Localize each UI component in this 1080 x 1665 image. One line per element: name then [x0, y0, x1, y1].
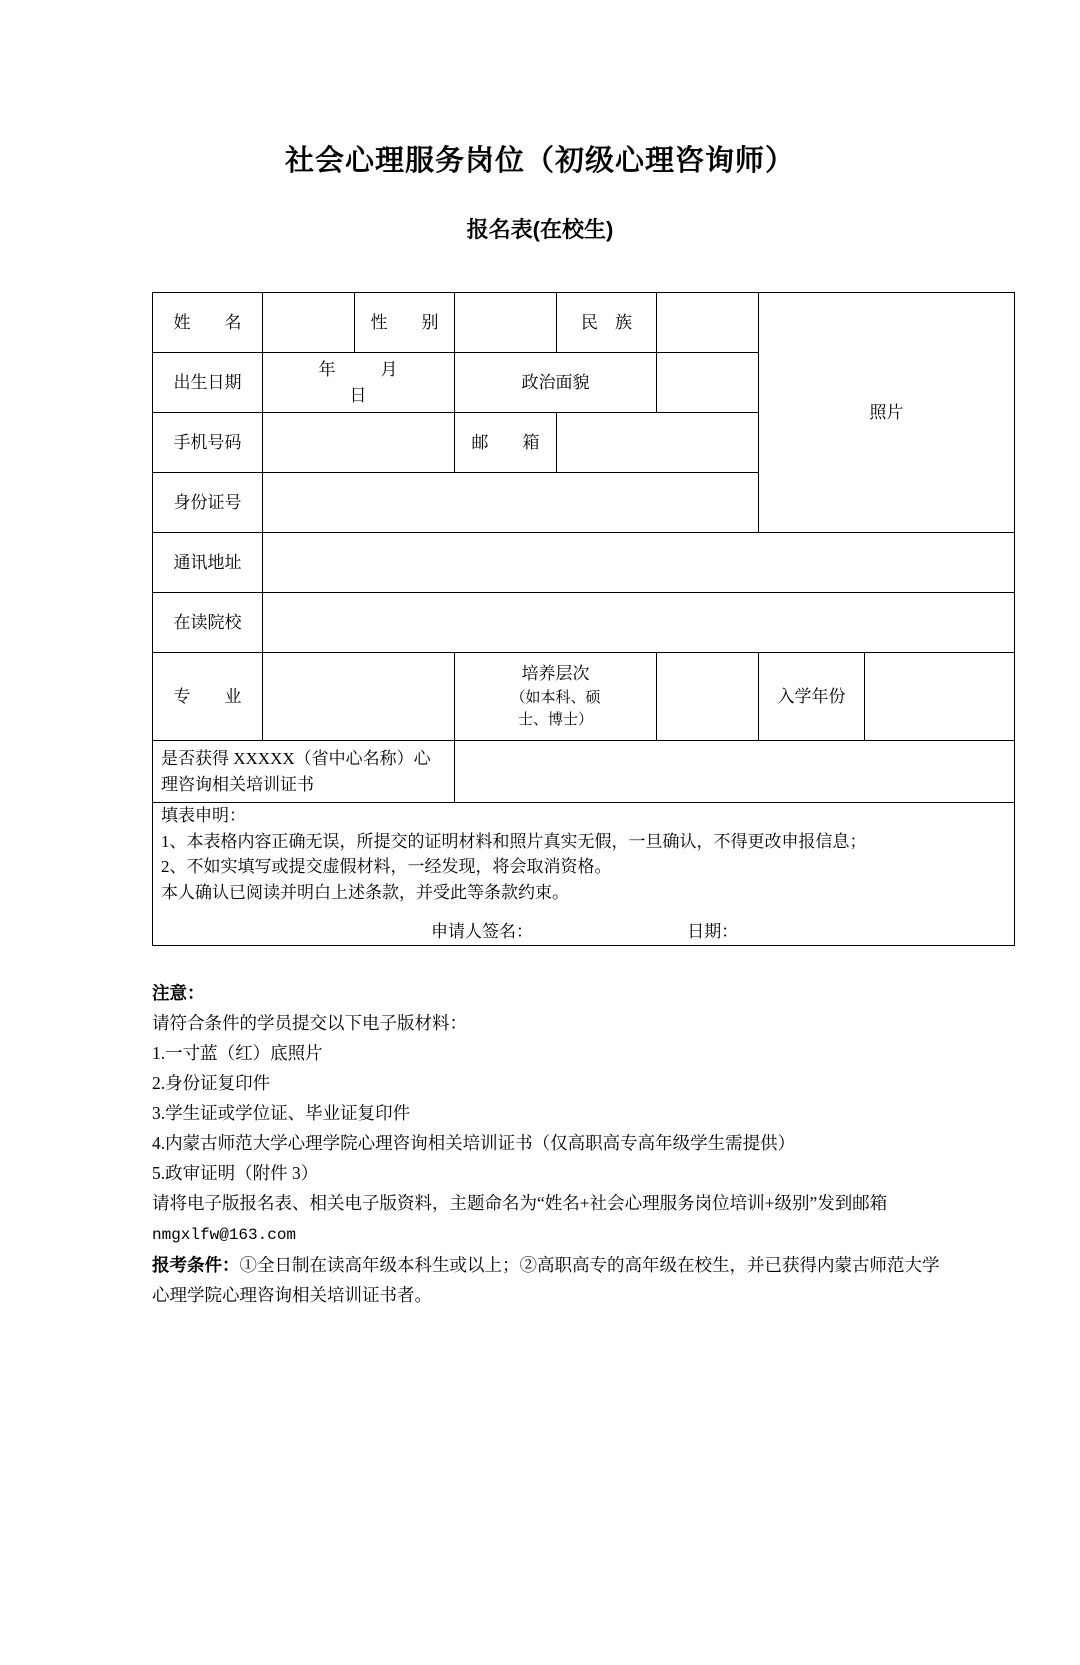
- label-school: 在读院校: [153, 593, 263, 653]
- table-row-declaration: [153, 803, 1015, 946]
- notes-item-5: 5.政审证明（附件 3）: [152, 1163, 319, 1184]
- notes-requirement-line: [152, 1250, 942, 1310]
- declaration-heading: 填表申明：: [161, 806, 246, 825]
- label-certificate-question: 是否获得 XXXXX（省中心名称）心理咨询相关培训证书: [153, 741, 455, 803]
- declaration-item-1: 1、本表格内容正确无误，所提交的证明材料和照片真实无假，一旦确认，不得更改申报信息；: [161, 831, 867, 851]
- page-title: 社会心理服务岗位（初级心理咨询师）: [284, 145, 795, 177]
- degree-level-line-2: （如本科、硕: [510, 689, 601, 706]
- label-email: 邮 箱: [455, 413, 557, 473]
- page-subtitle: 报名表(在校生): [466, 217, 614, 242]
- table-row: [153, 653, 1015, 741]
- field-gender[interactable]: [455, 293, 557, 353]
- declaration-item-2: 2、不如实填写或提交虚假材料，一经发现，将会取消资格。: [161, 857, 612, 876]
- notes-item-3: 3.学生证或学位证、毕业证复印件: [152, 1102, 411, 1123]
- label-address: 通讯地址: [153, 533, 263, 593]
- field-phone[interactable]: [263, 413, 455, 473]
- field-major[interactable]: [263, 653, 455, 741]
- notes-section: [152, 978, 942, 1310]
- table-row: [153, 593, 1015, 653]
- signature-date-label[interactable]: 日期：: [687, 922, 739, 941]
- label-id-number: 身份证号: [153, 473, 263, 533]
- registration-form-table: [152, 292, 1015, 946]
- label-political-status: 政治面貌: [455, 353, 657, 413]
- notes-item-2: 2.身份证复印件: [152, 1072, 271, 1093]
- field-birth-date[interactable]: [263, 353, 455, 413]
- label-enroll-year: 入学年份: [759, 653, 865, 741]
- birth-month-unit: 月: [380, 360, 399, 379]
- label-birth-date: 出生日期: [153, 353, 263, 413]
- declaration-block: [153, 803, 1015, 946]
- label-degree-level: [455, 653, 657, 741]
- notes-requirement-label: 报考条件：: [152, 1254, 240, 1275]
- table-row: [153, 533, 1015, 593]
- label-name: 姓 名: [153, 293, 263, 353]
- field-ethnicity[interactable]: [657, 293, 759, 353]
- notes-requirement-text: ①全日制在读高年级本科生或以上；②高职高专的高年级在校生，并已获得内蒙古师范大学心理学院心理咨询相关培训证书者。: [152, 1254, 940, 1305]
- field-id-number[interactable]: [263, 473, 759, 533]
- notes-submit-text: 请将电子版报名表、相关电子版资料，主题命名为“姓名+社会心理服务岗位培训+级别”发到邮箱: [152, 1193, 888, 1214]
- signature-row: [161, 919, 1006, 945]
- field-political-status[interactable]: [657, 353, 759, 413]
- notes-submit-line: [152, 1188, 942, 1250]
- notes-item-4: 4.内蒙古师范大学心理学院心理咨询相关培训证书（仅高职高专高年级学生需提供）: [152, 1132, 796, 1153]
- field-certificate-answer[interactable]: [455, 741, 1015, 803]
- degree-level-line-3: 士、博士）: [517, 712, 593, 729]
- table-row: [153, 741, 1015, 803]
- notes-heading: 注意：: [152, 982, 205, 1003]
- birth-day-unit: 日: [349, 385, 368, 405]
- notes-intro: 请符合条件的学员提交以下电子版材料：: [152, 1012, 467, 1033]
- field-address[interactable]: [263, 533, 1015, 593]
- degree-level-line-1: 培养层次: [521, 664, 590, 684]
- birth-year-unit: 年: [318, 360, 337, 379]
- label-major: 专 业: [153, 653, 263, 741]
- table-row: [153, 293, 1015, 353]
- field-school[interactable]: [263, 593, 1015, 653]
- field-degree-level[interactable]: [657, 653, 759, 741]
- field-email[interactable]: [557, 413, 759, 473]
- label-phone: 手机号码: [153, 413, 263, 473]
- notes-submit-email[interactable]: nmgxlfw@163.com: [152, 1226, 297, 1245]
- notes-item-1: 1.一寸蓝（红）底照片: [152, 1042, 323, 1063]
- document-page: [0, 138, 1080, 1665]
- signature-label[interactable]: 申请人签名：: [431, 922, 533, 941]
- field-name[interactable]: [263, 293, 355, 353]
- declaration-item-3: 本人确认已阅读并明白上述条款，并受此等条款约束。: [161, 882, 569, 902]
- label-ethnicity: 民 族: [557, 293, 657, 353]
- label-gender: 性 别: [355, 293, 455, 353]
- photo-placeholder[interactable]: 照片: [759, 293, 1015, 533]
- field-enroll-year[interactable]: [865, 653, 1015, 741]
